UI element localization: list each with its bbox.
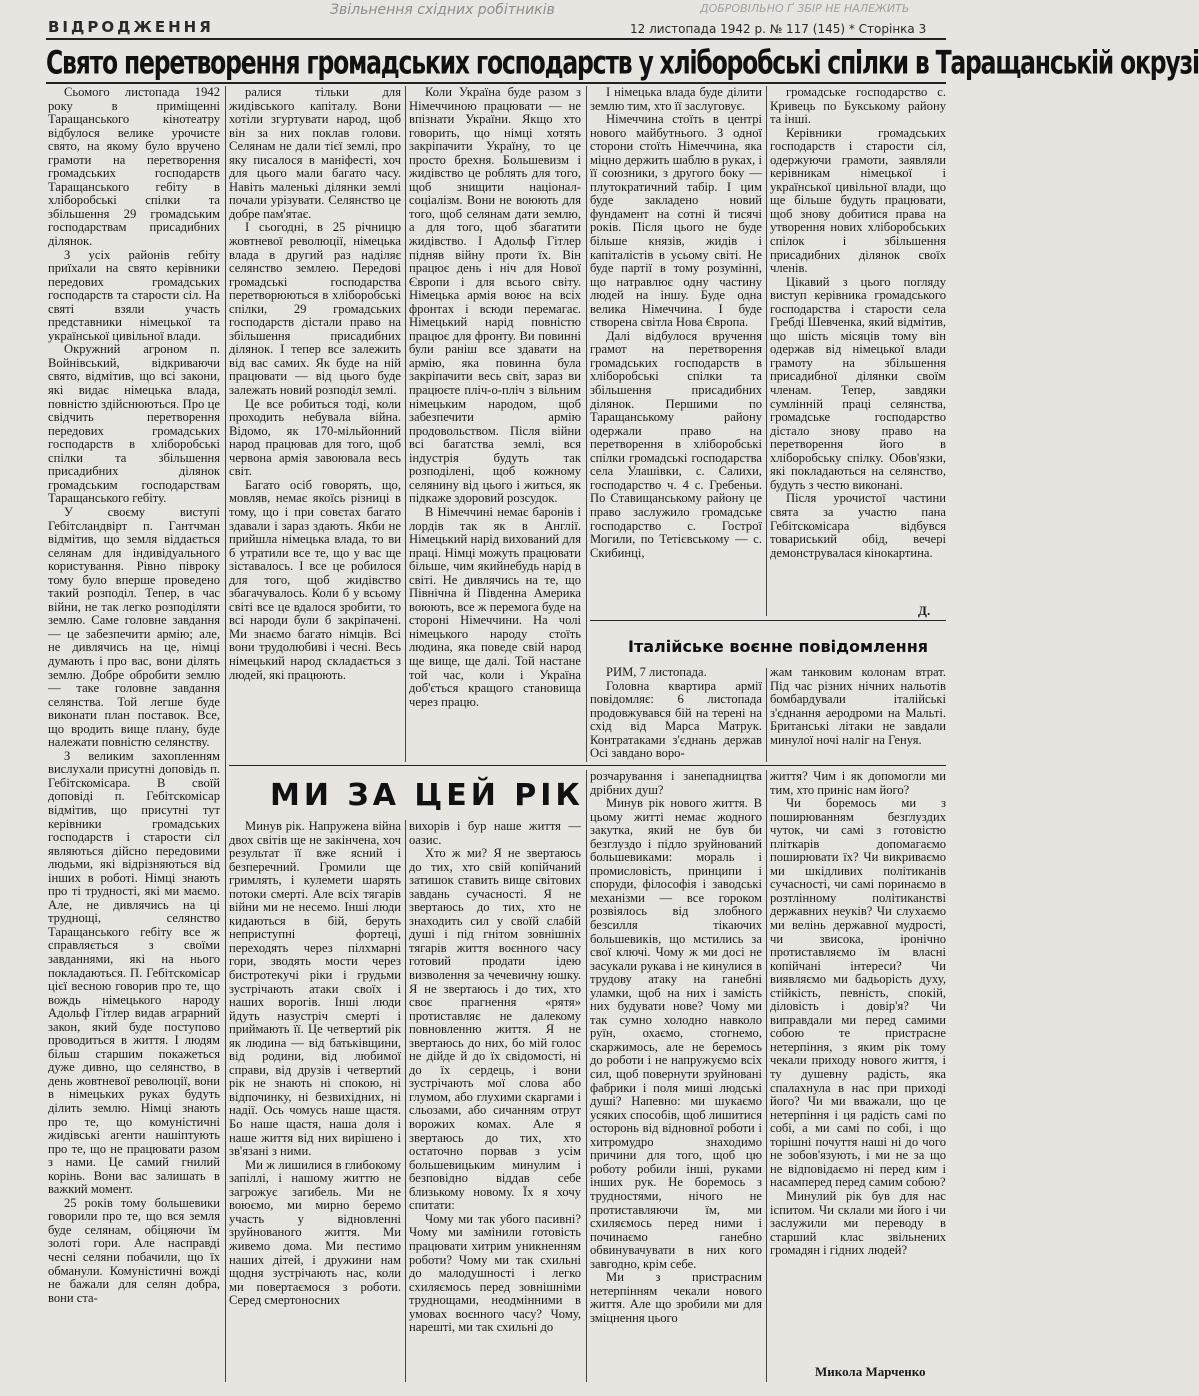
paragraph: Багато осіб говорять, що, мовляв, немає якоїсь різниці в тому, що і при совєтах багато здавали і зараз здають. Якби не прийшла німецька влада, то ви б утратили все те, що у вас ще зіставалось. І все це робилося для того, щоб жидівство збагачувалось. Коли б у всьому світі все це вдалося зробити, то всі народи були б закріпачені. Ми знаємо багато німців. Всі вони трудолюбиві і чесні. Весь німецький народ складається з людей, які працюють. [229,477,401,682]
dateline: РИМ, 7 листопада. [606,665,707,679]
column-divider [405,86,406,762]
paragraph: Минув рік нового життя. В цьому житті немає жодного закутка, який не був би безглуздо і підло зруйнований большевиками: мораль і промисловість, принципи і споруди, філософія і заводські механізми — все гороком розвіялось від злобного безсилля тікаючих большевиків, що мстились за свої ключі. Чому ж ми досі не засукали рукава і не кинулися в трудову атаку на ганебні уламки, щоб на них і замість них будувати нове? Чому ми так сумно холодно навколо руїн, охаємо, стогнемо, скаржимось, але не беремось до роботи і не напружуємо всіх сил, щоб повернути зруйновані фабрики і поля миші людські душі? Напевно: ми шукаємо усяких способів, щоб лишитися осторонь від відновної роботи і хитромудро знаходимо причини для того, щоб цю роботу робили інші, руками інших рук. Не боремось з трудностями, нічого не протиставляючи їм, ми схиляємось перед ними і починаємо ганебно обвинувачувати в них кого завгодно, крім себе. [590,796,762,1271]
bleed-through-text: Звільнення східних робітників [330,2,555,18]
column-divider [225,86,226,1382]
headline-rule [46,82,946,84]
article1-column-3 [409,86,581,761]
paragraph: Керівники громадських господарств і старости сіл, одержуючи грамоти, заявляли керівникам німецької і української цивільної влади, що ще більше будуть працювати, щоб знову добитися права на утворення нових хліборобських спілок і збільшення присадибних ділянок своїх членів. [770,125,946,276]
italian-report-column-2 [770,666,946,762]
paragraph: Окружний агроном п. Войнівський, відкриваючи свято, відмітив, що всі закони, які видає німецька влада, повністю здійснюються. Про це свідчить перетворення передових громадських господарств в хліборобські спілки та збільшення присадибних ділянок громадським господарствам Таращанського гебіту. [48,342,220,506]
newspaper-name: ВІДРОДЖЕННЯ [48,18,214,36]
article3-column-2 [409,820,581,1382]
paragraph: ралися тільки для жидівського капіталу. Вони хотіли згуртувати народ, щоб він за них поклав голови. Селянам не дали тієї землі, про яку писалося в маніфесті, хоч для цього мали багато часу. Навіть маленькі ділянки землі почали урізувати. Селянство це добре пам'ятає. [229,85,401,221]
paragraph: жам танковим колонам втрат. Під час різних нічних нальотів бомбардували італійські з'єднання аеродроми на Мальті. Британські літаки не завдали минулої ночі наліг на Генуя. [770,665,946,747]
paragraph: Ми з пристрасним нетерпінням чекали нового життя. Але що зробили ми для зміцнення цього [590,1270,762,1325]
paragraph: В Німеччині немає баронів і лордів так як в Англії. Німецький нарід вихований для праці. Німці можуть працювати більше, чим якийнебудь нарід в світі. Не дивлячись на те, що Північна й Південна Америка воюють, все ж перемога буде на стороні Німеччини. На чолі німецького народу стоїть людина, яка поведе свій народ ще вище, ще далі. Той настане той час, коли і Україна доб'ється кращого становища через працю. [409,504,581,709]
paragraph: Коли Україна буде разом з Німеччиною працювати — не впізнати України. Якщо хто говорить, що німці хотять закріпачити Україну, то це просто брехня. Большевизм і жидівство це роблять для того, щоб знищити націонал-соціалізм. Вони не воюють для того, щоб селянам дати землю, а для того, щоб збагатити жидівство. І Адольф Гітлер підняв війну проти їх. Він працює день і ніч для Нової Європи і для всього світу. Німецька армія воює на всіх фронтах і всюди перемагає. Німецький нарід повністю працює для фронту. Ви повинні були раніш все здавати на армію, яка повинна була закріпачити весь світ, зараз ви працюєте пліч-о-пліч з вільним німецьким народом, щоб забезпечити армію продовольством. Після війни всі багатства землі, вся індустрія будуть так розподілені, щоб кожному селянину від цього і житься, як підкаже здоровий розсудок. [409,85,581,506]
column-divider [766,86,767,616]
paragraph: Після урочистої частини свята за участю пана Гебітскомісара відбувся товариський обід, вечері демонструвалася кінокартина. [770,491,946,560]
column-divider [766,770,767,1382]
column-divider [586,770,587,1382]
column-divider [405,820,406,1382]
paragraph: І німецька влада буде ділити землю тим, хто її заслуговує. [590,85,762,113]
issue-info: 12 листопада 1942 р. № 117 (145) * Сторінка 3 [630,22,927,36]
article1-column-1 [48,86,220,1381]
paragraph: Чи боремось ми з поширюванням безглуздих чуток, чи самі з готовістю пліткарів допомагаємо поширювати їх? Чи викриваємо ми шкідливих політиканів сучасності, чи самі поринаємо в розтлінному політиканстві державних неуків? Чи слухаємо ми велінь державної мудрості, чи звисока, іронічно протиставляємо їм власні копійчані інтереси? Чи виявляємо ми бадьорість духу, стійкість, певність, спокій, діловість і довір'я? Чи виправдали ми перед самими собою те пристрасне нетерпіння, з яким рік тому чекали приходу нового життя, і ту душевну радість, яка спалахнула в нас при приході його? Чи ми вважали, що це нетерпіння і ця радість самі по собі, а ми самі по собі, і що торішні почуття наші ні до чого не зобов'язують, і ми не за що не відповідаємо ні перед ким і насамперед перед самим собою? [770,796,946,1190]
article3-title: МИ ЗА ЦЕЙ РІК [270,778,584,813]
paragraph: Це все робиться тоді, коли проходить небувала війна. Відомо, як 170-мільйонний народ працював для того, щоб червона армія завоювала весь світ. [229,396,401,479]
paragraph: життя? Чим і як допомогли ми тим, хто приніс нам його? [770,769,946,797]
paragraph: Цікавий з цього погляду виступ керівника громадського господарства і старости села Гребді Шевченка, який відмітив, що шість місяців тому він одержав від німецької влади грамоту на збільшення присадибної ділянки своїм членам. Тепер, завдяки сумлінній праці селянства, громадське господарство дістало знову право на перетворення його в хліборобську спілку. Обов'язки, які покладаються на селянство, будуть з честю виконані. [770,274,946,492]
article3-signature: Микола Марченко [815,1364,926,1379]
article1-column-2 [229,86,401,761]
column-divider [766,668,767,762]
paragraph: З великим захопленням вислухали присутні доповідь п. Гебітскомісара. В своїй доповіді п. Гебітскомісар відмітив, що присутні тут керівники громадських господарств і старости сіл являються дійсно передовими людьми, які відрізняються від інших в роботі. Німці знають про ті трудності, які ми маємо. Але, не дивлячись на ці труднощі, селянство Таращанського гебіту все ж справляється з своїми завданнями, які на нього покладаються. П. Гебітскомісар цієї весною говорив про те, що вождь німецького народу Адольф Гітлер видав аграрний закон, який буде поступово проводиться в життя. І людям більш старшим покажеться дуже дивно, що селянство, в день жовтневої революції, вони в німецьких руках будуть ділить землю. Німці знають про те, що комуністичні жидівські агенти нашіптують про те, що не працювати разом з нами. Це самий гнилий корінь. Вони вас залишать в важкий момент. [48,748,220,1197]
article3-column-3 [590,770,762,1382]
main-headline: Свято перетворення громадських господарств у хліборобські спілки в Таращанській окрузі [46,44,1199,82]
paragraph: Чому ми так убого пасивні? Чому ми замінили готовість працювати хитрим уникненням роботи? Чому ми так схильні до малодушності і легко схиляємось перед зовнішніми труднощами, неодмінними в умовах воєнного часу? Чому, нарешті, ми так схильні до [409,1211,581,1335]
paragraph: Хто ж ми? Я не звертаюсь до тих, хто свій копійчаний затишок ставить вище світових завдань сучасності. Я не звертаюсь до тих, хто не знаходить сил у своїй слабій душі і під гнітом зовнішніх тягарів життя воєнного часу готовий продати ідею визволення за чечевичну юшку. Я не звертаюсь і до тих, хто своє прагнення «рятя» протиставляє не далекому повновленню життя. Я не звертаюсь до них, бо мій голос не дійде й до їх свідомості, ні до їх сердець, і вони зустрічають мої слова або глумом, або глухими скаргами і сльозами, або сичанням отрут ворожих комах. Але я звертаюсь до тих, хто остаточно порвав з усім большевицьким минулим і безповідно віддав себе близькому новому. Їх я хочу спитати: [409,846,581,1213]
article3-column-4 [770,770,946,1360]
paragraph: Далі відбулося вручення грамот на перетворення громадських господарств в хліборобські спілки та збільшення присадибних ділянок. Першими по Таращанському району одержали право на перетворення в хліборобські спілки громадські господарства села Улашівки, с. Салихи, господарство ч. 4 с. Гребеньи. По Ставищанському району це право заслужило громадське господарство с. Гострої Могили, по Тетієвському — с. Скибинці, [590,328,762,560]
column-divider [586,86,587,762]
article1-column-4 [590,86,762,616]
section-rule [229,765,946,766]
paragraph: Ми ж лишилися в глибокому запіллі, і нашому життю не загрожує загибель. Ми не воюємо, ми мирно беремо участь у відновленні зруйнованого життя. Ми живемо дома. Ми пестимо наших дітей, і дружини нам щодня зустрічають нас, коли ми повертаємося з роботи. Серед смертоносних [229,1157,401,1308]
paragraph: 25 років тому большевики говорили про те, що вся земля буде селянам, обіцяючи їм золоті гори. Але насправді чесні селяни побачили, що їх обманули. Комуністичні вожді не бажали для селян добра, вони ста- [48,1195,220,1305]
paragraph: І сьогодні, в 25 річницю жовтневої революції, німецька влада в другий раз наділяє селянство землею. Передові громадські господарства перетворюються в хліборобські спілки, 29 громадських господарств дістали право на збільшення присадибних ділянок. І тепер все залежить від вас самих. Як буде на ній працювати — від цього буде залежать новий розподіл землі. [229,220,401,398]
paragraph: У своєму виступі Гебітсландвірт п. Гантчман відмітив, що земля віддається селянам для індивідуального користування. Рівно півроку тому було вперше проведено такий розподіл. Тепер, в час війни, не так легко розподіляти землю. Саме головне завдання — це забезпечити армію; але, не дивлячись на це, німці думають і про вас, вони ділять землю. Добре обробити землю — таке головне завдання селянства. Той легше буде виконати план поставок. Все, що вродить вище плану, буде належати повністю селянству. [48,504,220,750]
paragraph: Минулий рік був для нас іспитом. Чи склали ми його і чи заслужили ми переводу в старший клас звільнених громадян і гідних людей? [770,1188,946,1258]
bleed-through-text-2: ДОБРОВІЛЬНО Ґ ЗБІР НЕ НАЛЕЖИТЬ [700,2,910,15]
paragraph: З усіх районів гебіту приїхали на свято керівники передових громадських господарств та старости сіл. На святі взяли участь представники німецької та української цивільної влади. [48,247,220,343]
paragraph: Німеччина стоїть в центрі нового майбутнього. З одної сторони стоїть Німеччина, яка міцно держить шаблю в руках, і її союзники, з другого боку — плутократичний табір. І цим буде закладено новий фундамент на сотні й тисячі років. Після цього не буде більше князів, жидів і капіталістів в усьому світі. Не буде партії в тому розумінні, що натравлює одну частину людей на іншу. Буде одна велика Німеччина. І буде створена світла Нова Європа. [590,112,762,330]
header-rule [46,38,946,40]
paragraph: Головна квартира армії повідомляє: 6 листопада продовжувався бій на терені на схід від Марса Матрук. Контратаками з'єднань держав Осі завдано воро- [590,678,762,761]
italian-report-title: Італійське воєнне повідомлення [628,637,929,656]
section-rule [590,620,946,621]
paragraph: громадське господарство с. Кривець по Букському району та інші. [770,85,946,127]
paragraph: розчарування і занепадництва дрібних душ? [590,769,762,797]
paragraph: вихорів і бур наше життя — оазис. [409,819,581,847]
paragraph: Сьомого листопада 1942 року в приміщенні Таращанського кінотеатру відбулося велике урочисте свято, на якому було вручено грамоти на перетворення громадських господарств Таращанського гебіту в хліборобські спілки та збільшення 29 громадським господарствам присадибних ділянок. [48,85,220,249]
paragraph: Минув рік. Напружена війна двох світів ще не закінчена, хоч результат її вже ясний і безперечний. Громили ще гримлять, і кулемети шарять потоки смерті. Але всіх тягарів війни ми не несемо. Інші люди кидаються в бій, беруть неприступні фортеці, переходять через пілхмарні гори, зводять мости через бистротекучі ріки і грудьми зустрічають атаки своїх і наших ворогів. Інші люди йдуть назустріч смерті і приймають її. Це четвертий рік як людина — від батьківщини, від родини, від любимої справи, від друзів і четвертий рік не знають ні спокою, ні відпочинку, ні безвихідних, ні надії. Ось чомусь наше щастя. Бо наше щастя, наша доля і наше життя від них вирішено і зв'язані з ними. [229,819,401,1159]
italian-report-column-1 [590,666,762,762]
article1-column-5 [770,86,946,604]
article1-signature: Д. [918,603,931,618]
article3-column-1 [229,820,401,1382]
